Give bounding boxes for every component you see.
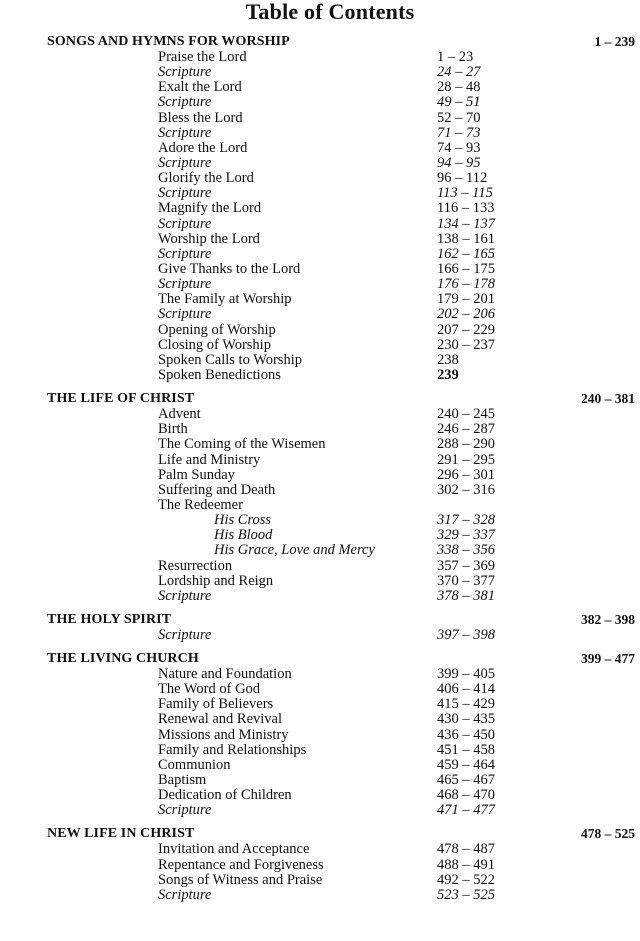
toc-entry [0,95,640,110]
toc-entry [0,217,640,232]
entry-range: 378 – 381 [437,587,495,604]
entry-range: 113 – 115 [437,185,493,202]
entry-label: Bless the Lord [158,109,243,126]
toc-entry [0,65,640,80]
toc-entry [0,277,640,292]
toc-entry [0,728,640,743]
entry-label: Nature and Foundation [158,666,292,683]
entry-range: 415 – 429 [437,696,495,713]
entry-range: 202 – 206 [437,306,495,323]
entry-label: Life and Ministry [158,451,261,468]
entry-range: 357 – 369 [437,557,495,574]
toc-entry [0,697,640,712]
entry-range: 138 – 161 [437,230,495,247]
entry-label: Repentance and Forgiveness [158,856,324,873]
entry-range: 1 – 23 [437,49,474,65]
entry-label: Communion [158,756,231,773]
toc-section [0,826,640,903]
toc-entry [0,888,640,903]
entry-label: Scripture [158,306,212,323]
section-title: THE LIFE OF CHRIST [47,391,195,407]
toc-entry [0,803,640,818]
section-title: THE LIVING CHURCH [47,651,199,667]
entry-range: 471 – 477 [437,802,495,819]
toc-entry [0,292,640,307]
entry-range: 230 – 237 [437,336,495,353]
entry-range: 134 – 137 [437,215,495,232]
toc-entry [0,712,640,727]
entry-label: Palm Sunday [158,466,235,483]
toc-entry [0,773,640,788]
entry-label: Resurrection [158,557,233,574]
section-heading [0,612,640,628]
toc-section [0,34,640,383]
toc-entry [0,589,640,604]
entry-range: 240 – 245 [437,406,495,423]
entry-label: Scripture [158,587,212,604]
toc-entry [0,368,640,383]
entry-label: Advent [158,406,201,423]
entry-range: 459 – 464 [437,756,495,773]
entry-range: 71 – 73 [437,124,481,141]
toc-entry [0,338,640,353]
toc-entry [0,323,640,338]
entry-label: Opening of Worship [158,321,276,338]
entry-range: 238 [437,351,459,368]
toc-entry [0,126,640,141]
entry-range: 239 [437,366,459,383]
toc-entry [0,498,640,513]
section-heading [0,826,640,842]
entry-label: Scripture [158,215,212,232]
entry-label: Renewal and Revival [158,711,283,728]
entry-label: The Word of God [158,681,261,698]
entry-range: 468 – 470 [437,787,495,804]
toc-section [0,391,640,604]
entry-label: The Redeemer [158,496,243,513]
entry-range: 329 – 337 [437,527,495,544]
entry-label: Scripture [158,64,212,81]
entry-label: Missions and Ministry [158,726,289,743]
toc-entry [0,483,640,498]
toc-entry [0,80,640,95]
toc-entry [0,262,640,277]
entry-label: Scripture [158,886,212,903]
toc-section [0,651,640,818]
entry-label: The Family at Worship [158,291,292,308]
toc-entry [0,468,640,483]
entry-range: 451 – 458 [437,741,495,758]
toc-entry [0,437,640,452]
toc-entry [0,186,640,201]
entry-label: Scripture [158,245,212,262]
entry-range: 406 – 414 [437,681,495,698]
toc-entry [0,543,640,558]
toc-section [0,612,640,643]
section-range: 382 – 398 [581,611,635,627]
page-title: Table of Contents [245,0,415,24]
toc-entry [0,758,640,773]
entry-range: 94 – 95 [437,154,481,171]
entry-label: Scripture [158,626,212,643]
toc-entry [0,873,640,888]
entry-label: Songs of Witness and Praise [158,871,323,888]
toc-entry [0,111,640,126]
section-heading [0,34,640,50]
entry-label: Magnify the Lord [158,200,262,217]
entry-range: 52 – 70 [437,109,481,126]
toc-entry [0,171,640,186]
entry-range: 397 – 398 [437,626,495,643]
entry-label: Invitation and Acceptance [158,841,310,858]
entry-label: Spoken Benedictions [158,366,281,383]
entry-range: 338 – 356 [437,542,495,559]
entry-range: 436 – 450 [437,726,495,743]
section-heading [0,391,640,407]
entry-label: Family of Believers [158,696,274,713]
entry-range: 492 – 522 [437,871,495,888]
toc-entry [0,307,640,322]
toc-entry [0,50,640,65]
section-heading [0,651,640,667]
section-title: THE HOLY SPIRIT [47,611,172,627]
toc-entry [0,559,640,574]
entry-range: 465 – 467 [437,772,495,789]
entry-range: 49 – 51 [437,94,481,111]
entry-label: Adore the Lord [158,139,248,156]
section-range: 478 – 525 [581,826,635,842]
toc-entry [0,858,640,873]
entry-label: Baptism [158,772,207,789]
toc-entry [0,156,640,171]
toc-entry [0,682,640,697]
section-range: 399 – 477 [581,651,635,667]
toc-entry [0,574,640,589]
entry-label: Closing of Worship [158,336,271,353]
entry-label: Scripture [158,802,212,819]
toc-entry [0,513,640,528]
toc-entry [0,247,640,262]
entry-range: 176 – 178 [437,276,495,293]
entry-range: 207 – 229 [437,321,495,338]
entry-range: 179 – 201 [437,291,495,308]
entry-range: 288 – 290 [437,436,495,453]
entry-label: Exalt the Lord [158,79,242,96]
section-range: 240 – 381 [581,391,635,407]
toc-entry [0,232,640,247]
section-range: 1 – 239 [594,34,635,49]
entry-label: Scripture [158,154,212,171]
entry-label: Scripture [158,94,212,111]
entry-range: 96 – 112 [437,170,488,187]
toc-entry [0,528,640,543]
entry-label: His Grace, Love and Mercy [214,542,375,559]
entry-range: 370 – 377 [437,572,495,589]
entry-label: Glorify the Lord [158,170,254,187]
entry-range: 28 – 48 [437,79,481,96]
section-title: SONGS AND HYMNS FOR WORSHIP [47,34,290,49]
entry-range: 399 – 405 [437,666,495,683]
toc-entry [0,628,640,643]
entry-label: Dedication of Children [158,787,292,804]
entry-range: 296 – 301 [437,466,495,483]
entry-range: 116 – 133 [437,200,495,217]
toc-entry [0,201,640,216]
entry-range: 430 – 435 [437,711,495,728]
section-title: NEW LIFE IN CHRIST [47,826,195,842]
toc-entry [0,667,640,682]
entry-range: 246 – 287 [437,421,495,438]
entry-label: Lordship and Reign [158,572,274,589]
entry-label: Scripture [158,124,212,141]
entry-range: 488 – 491 [437,856,495,873]
entry-label: Suffering and Death [158,481,276,498]
entry-label: Praise the Lord [158,49,247,65]
toc-entry [0,407,640,422]
entry-range: 523 – 525 [437,886,495,903]
entry-range: 317 – 328 [437,512,495,529]
entry-range: 24 – 27 [437,64,481,81]
toc-sections [0,34,640,911]
entry-label: Scripture [158,185,212,202]
toc-entry [0,353,640,368]
entry-range: 302 – 316 [437,481,495,498]
entry-label: Give Thanks to the Lord [158,260,301,277]
entry-label: Scripture [158,276,212,293]
entry-range: 478 – 487 [437,841,495,858]
entry-range: 166 – 175 [437,260,495,277]
toc-entry [0,842,640,857]
entry-label: Spoken Calls to Worship [158,351,302,368]
toc-entry [0,788,640,803]
toc-entry [0,453,640,468]
entry-label: Birth [158,421,188,438]
entry-label: His Cross [214,512,272,529]
toc-entry [0,141,640,156]
entry-range: 74 – 93 [437,139,481,156]
toc-entry [0,422,640,437]
entry-label: The Coming of the Wisemen [158,436,326,453]
toc-entry [0,743,640,758]
entry-range: 291 – 295 [437,451,495,468]
entry-label: Family and Relationships [158,741,307,758]
entry-range: 162 – 165 [437,245,495,262]
entry-label: Worship the Lord [158,230,260,247]
entry-label: His Blood [214,527,273,544]
